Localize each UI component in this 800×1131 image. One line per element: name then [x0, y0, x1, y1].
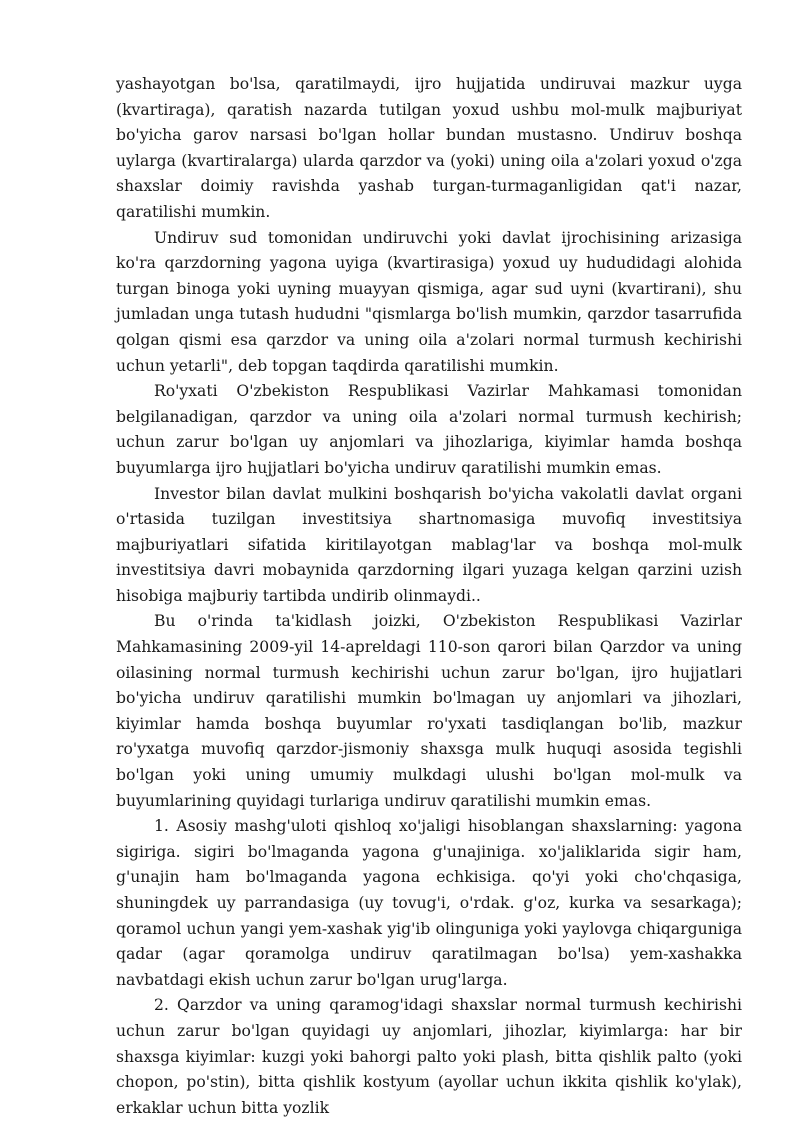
paragraph-item-1-agriculture: 1. Asosiy mashg'uloti qishloq xo'jaligi hisoblangan shaxslarning: yagona sigiriga. sigiri bo'lmaganda yagona g'unajiniga. xo'jaliklarida sigir ham, g'unajin ham bo'lmaganda yagona echkisiga. qo'yi yoki cho'chqasiga, shuningdek uy parrandasiga (uy tovug'i, o'rdak. g'oz, kurka va sesarkaga); qoramol uchun yangi yem-xashak yig'ib olinguniga yoki yaylovga chiqarguniga qadar (agar qoramolga undiruv qaratilmagan bo'lsa) yem-xashakka navbatdagi ekish uchun zarur bo'lgan urug'larga.: [116, 817, 742, 989]
paragraph-item-2-household: 2. Qarzdor va uning qaramog'idagi shaxslar normal turmush kechirishi uchun zarur bo'lgan quyidagi uy anjomlari, jihozlar, kiyimlarga: har bir shaxsga kiyimlar: kuzgi yoki bahorgi palto yoki plash, bitta qishlik palto (yoki chopon, po'stin), bitta qishlik kostyum (ayollar uchun ikkita qishlik ko'ylak), erkaklar uchun bitta yozlik: [116, 996, 742, 1117]
paragraph-continuation: yashayotgan bo'lsa, qaratilmaydi, ijro hujjatida undiruvai mazkur uyga (kvartiraga), qaratish nazarda tutilgan yoxud ushbu mol-mulk majburiyat bo'yicha garov narsasi bo'lgan hollar bundan mustasno. Undiruv boshqa uylarga (kvartiralarga) ularda qarzdor va (yoki) uning oila a'zolari yoxud o'zga shaxslar doimiy ravishda yashab turgan-turmaganligidan qat'i nazar, qaratilishi mumkin.: [116, 75, 742, 221]
document-page: [116, 72, 742, 1121]
paragraph-investor-agreement: Investor bilan davlat mulkini boshqarish bo'yicha vakolatli davlat organi o'rtasida tuzilgan investitsiya shartnomasiga muvofiq investitsiya majburiyatlari sifatida kiritilayotgan mablag'lar va boshqa mol-mulk investitsiya davri mobaynida qarzdorning ilgari yuzaga kelgan qarzini uzish hisobiga majburiy tartibda undirib olinmaydi..: [116, 484, 742, 605]
paragraph-protected-items-list: Ro'yxati O'zbekiston Respublikasi Vazirlar Mahkamasi tomonidan belgilanadigan, qarzdor va uning oila a'zolari normal turmush kechirish; uchun zarur bo'lgan uy anjomlari va jihozlariga, kiyimlar hamda boshqa buyumlarga ijro hujjatlari bo'yicha undiruv qaratilishi mumkin emas.: [116, 382, 742, 477]
paragraph-cabinet-resolution: Bu o'rinda ta'kidlash joizki, O'zbekiston Respublikasi Vazirlar Mahkamasining 2009-yil 14-apreldagi 110-son qarori bilan Qarzdor va uning oilasining normal turmush kechirishi uchun zarur bo'lgan, ijro hujjatlari bo'yicha undiruv qaratilishi mumkin bo'lmagan uy anjomlari va jihozlari, kiyimlar hamda boshqa buyumlar ro'yxati tasdiqlangan bo'lib, mazkur ro'yxatga muvofiq qarzdor-jismoniy shaxsga mulk huquqi asosida tegishli bo'lgan yoki uning umumiy mulkdagi ulushi bo'lgan mol-mulk va buyumlarining quyidagi turlariga undiruv qaratilishi mumkin emas.: [116, 612, 742, 810]
paragraph-court-enforcement: Undiruv sud tomonidan undiruvchi yoki davlat ijrochisining arizasiga ko'ra qarzdorning yagona uyiga (kvartirasiga) yoxud uy hududidagi alohida turgan binoga yoki uyning muayyan qismiga, agar sud uyni (kvartirani), shu jumladan unga tutash hududni "qismlarga bo'lish mumkin, qarzdor tasarrufida qolgan qismi esa qarzdor va uning oila a'zolari normal turmush kechirishi uchun yetarli", deb topgan taqdirda qaratilishi mumkin.: [116, 228, 742, 375]
